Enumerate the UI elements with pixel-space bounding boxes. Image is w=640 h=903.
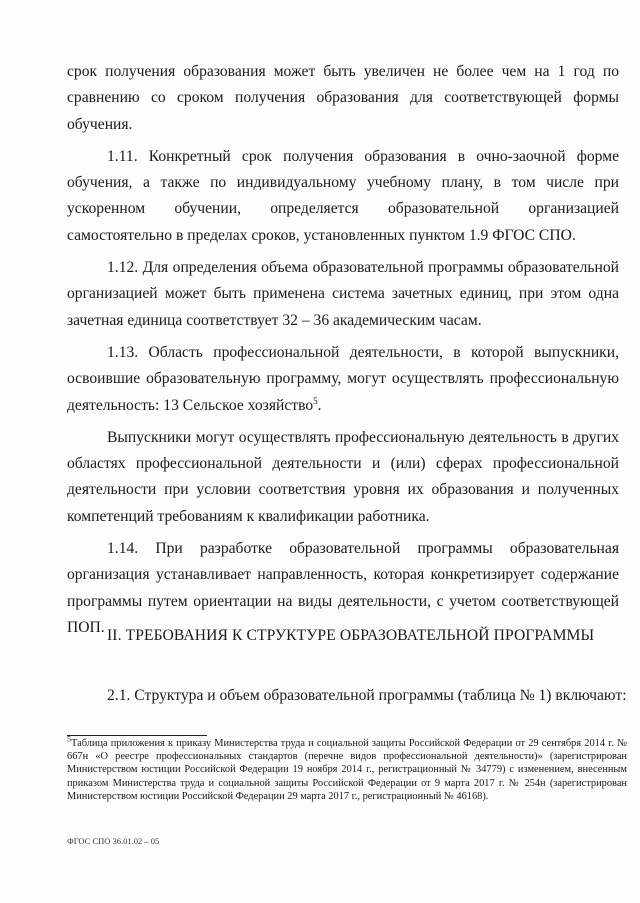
paragraph-1-13-end: . [317, 396, 322, 414]
footnote-mark: 5 [67, 734, 71, 744]
paragraph-1-12: 1.12. Для определения объема образовательной программы образовательной организацией может быть применена система зачетных единиц, при этом одна зачетная единица соответствует 32 – 36 академическим часам. [67, 259, 619, 329]
paragraph-1-13-text: 1.13. Область профессиональной деятельности, в которой выпускники, освоившие образовательную программу, могут осуществлять профессиональную деятельность: 13 Сельское хозяйство [67, 343, 619, 414]
paragraph-graduates: Выпускники могут осуществлять профессиональную деятельность в других областях профессиональной деятельности и (или) сферах профессиональной деятельности при условии соответствия уровня их образования и полученных компетенций требованиям к квалификации работника. [67, 428, 619, 525]
paragraph-2-1: 2.1. Структура и объем образовательной программы (таблица № 1) включают: [107, 687, 627, 704]
page-footer: ФГОС СПО 36.01.02 – 05 [67, 836, 160, 846]
section-heading: II. ТРЕБОВАНИЯ К СТРУКТУРЕ ОБРАЗОВАТЕЛЬНОЙ ПРОГРАММЫ [107, 627, 595, 644]
footnote-text: Таблица приложения к приказу Министерства труда и социальной защиты Российской Федерации от 29 сентября 2014 г. № 667н «О реестре профессиональных стандартов (перечне видов профессиональной деятельности)» (зарегистрирован Министерством юстиции Российской Федерации 19 ноября 2014 г., регистрационный № 34779) с изменением, внесенным приказом Министерства труда и социальной защиты Российской Федерации от 9 марта 2017 г. № 254н (зарегистрирован Министерством юстиции Российской Федерации 29 марта 2017 г., регистрационный № 46168). [67, 738, 627, 802]
paragraph-1-11: 1.11. Конкретный срок получения образования в очно-заочной форме обучения, а также по индивидуальному учебному плану, в том числе при ускоренном обучении, определяется образовательной организацией самостоятельно в пределах сроков, установленных пунктом 1.9 ФГОС СПО. [67, 147, 619, 244]
footnote-reference[interactable]: 5 [313, 395, 318, 406]
body-text [67, 59, 619, 641]
footnote [67, 734, 627, 803]
paragraph-continuation: срок получения образования может быть увеличен не более чем на 1 год по сравнению со сроком получения образования для соответствующей формы обучения. [67, 63, 619, 133]
paragraph-1-14: 1.14. При разработке образовательной программы образовательная организация устанавливает направленность, которая конкретизирует содержание программы путем ориентации на виды деятельности, с учетом соответствующей ПОП. [67, 540, 619, 636]
paragraph-1-13 [67, 340, 619, 419]
footnote-divider [67, 735, 207, 736]
